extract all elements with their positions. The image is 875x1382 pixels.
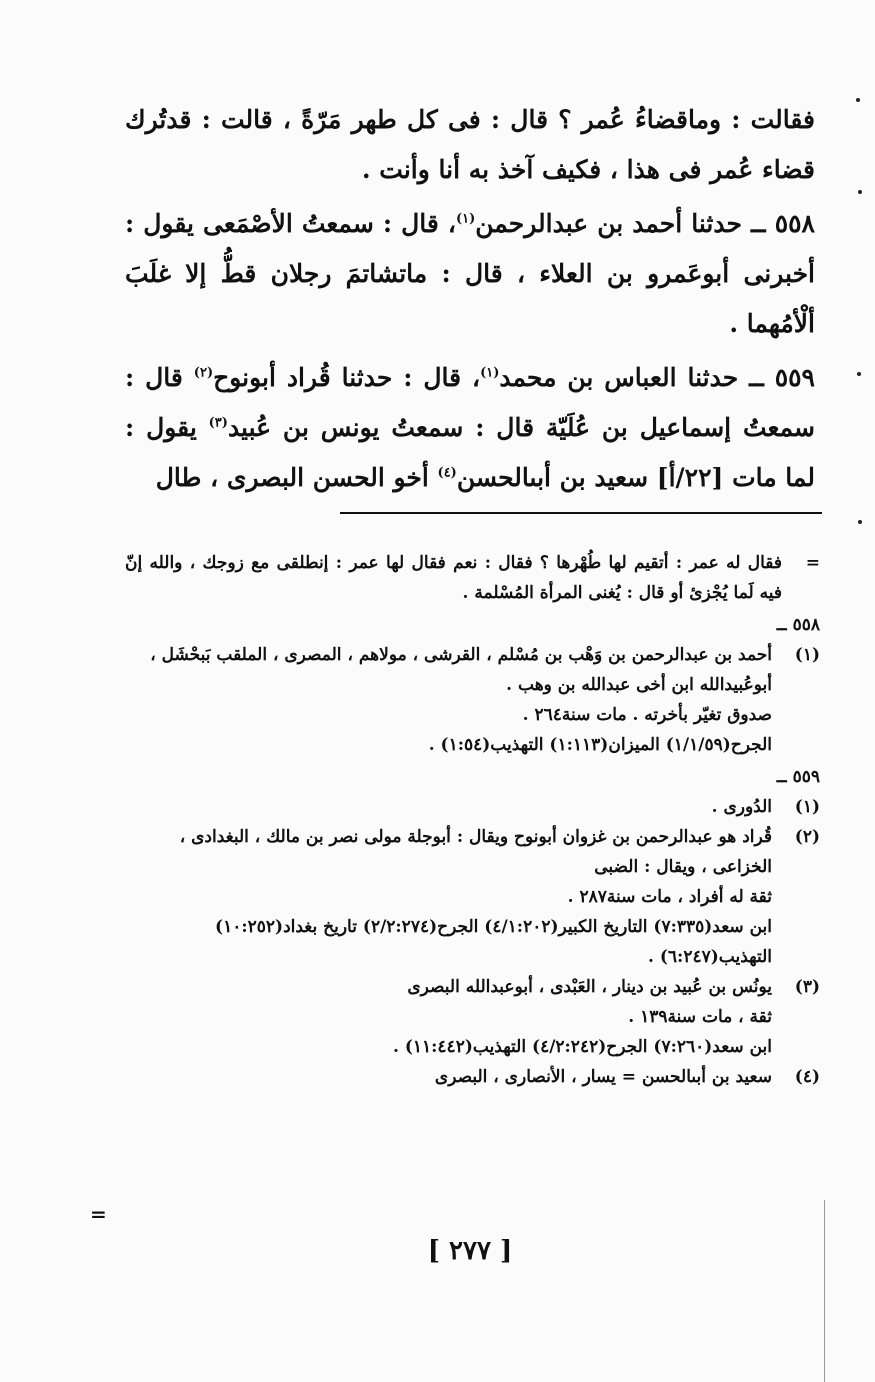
p559-text-1: ــ حدثنا العباس بن محمد <box>499 363 775 392</box>
scan-speck <box>858 520 862 524</box>
footnote-line: قُراد هو عبدالرحمن بن غزوان أبونوح ويقال : أبوجلة مولى نصر بن مالك ، البغدادى ، الخزاعى ، ويقال : الضبى <box>179 827 772 877</box>
main-text <box>125 95 815 507</box>
footnote-558-1 <box>125 640 820 760</box>
footnote-line: أحمد بن عبدالرحمن بن وَهْب بن مُسْلم ، القرشى ، مولاهم ، المصرى ، الملقب بَبحْشَل ، أبوعُبيدالله ابن أخى عبدالله بن وهب . <box>150 645 772 695</box>
footnote-line: يونُس بن عُبيد بن دينار ، العَبْدى ، أبوعبدالله البصرى <box>407 977 772 997</box>
section-heading-558: ٥٥٨ ــ <box>776 615 820 635</box>
footnote-line: ابن سعد(٧:٢٦٠) الجرح(٤/٢:٢٤٢) التهذيب(١١:٤٤٢) . <box>393 1037 772 1057</box>
scan-speck <box>856 98 860 102</box>
p559-text-2: ، قال : حدثنا قُراد أبونوح <box>213 363 481 392</box>
footnote-559-1 <box>125 792 820 822</box>
footnote-ref-2: (٢) <box>193 365 214 381</box>
footnote-line: صدوق تغيّر بأخرته . مات سنة٢٦٤ . <box>522 705 772 725</box>
margin-continuation-mark: = <box>90 1202 107 1226</box>
footnote-index: (١) <box>794 645 820 665</box>
p559-text-3: قال : سمعتُ إسماعيل بن عُلَيّة قال : سمعتُ يونس بن عُبيد <box>125 363 815 442</box>
continuation-mark: = <box>805 553 820 573</box>
footnote-ref-1: (١) <box>455 211 476 227</box>
paragraph-559 <box>125 353 815 503</box>
footnote-line: الدُورى . <box>711 797 772 817</box>
footnote-index: (٢) <box>794 827 820 847</box>
paragraph-continuation: فقالت : وماقضاءُ عُمر ؟ قال : فى كل طهر مَرّةً ، قالت : قدتُرك قضاء عُمر فى هذا ، فكيف آخذ به أنا وأنت . <box>125 105 815 184</box>
footnote-index: (٣) <box>794 977 820 997</box>
footnote-559-3 <box>125 972 820 1062</box>
p559-text-5: أخو الحسن البصرى ، طال <box>155 463 438 492</box>
footnote-line: ثقة ، مات سنة١٣٩ . <box>628 1007 772 1027</box>
footnote-ref-1: (١) <box>480 365 500 381</box>
footnote-559-4 <box>125 1062 820 1092</box>
footnote-line: الجرح(١/١/٥٩) الميزان(١:١١٣) التهذيب(١:٥٤) . <box>428 735 772 755</box>
footnote-ref-4: (٤) <box>437 465 457 481</box>
footnote-separator <box>340 512 822 514</box>
footnote-line: ثقة له أفراد ، مات سنة٢٨٧ . <box>567 887 772 907</box>
footnote-line: ابن سعد(٧:٣٣٥) التاريخ الكبير(٤/١:٢٠٢) الجرح(٢/٢:٢٧٤) تاريخ بغداد(١٠:٢٥٢) التهذيب(٦:٢٤٧) . <box>215 917 772 967</box>
footnotes <box>125 548 820 1092</box>
footnote-line: سعيد بن أبىالحسن = يسار ، الأنصارى ، البصرى <box>434 1067 772 1087</box>
binding-edge-line <box>824 1200 825 1382</box>
p559-text-4: يقول : لما مات [٢٢/أ] سعيد بن أبىالحسن <box>125 413 815 492</box>
footnote-index: (١) <box>794 797 820 817</box>
page-number: [ ٢٧٧ ] <box>427 1236 513 1266</box>
scan-speck <box>858 190 862 194</box>
paragraph-558 <box>125 199 815 349</box>
section-heading-559: ٥٥٩ ــ <box>776 767 820 787</box>
footnote-continuation <box>125 548 820 608</box>
footnote-index: (٤) <box>794 1067 820 1087</box>
footnote-ref-3: (٣) <box>208 415 228 431</box>
footnote-559-2 <box>125 822 820 972</box>
scan-speck <box>857 372 861 376</box>
p558-text-b: ، قال : سمعتُ الأصْمَعى يقول : أخبرنى أبوعَمرو بن العلاء ، قال : ماتشاتمَ رجلان قطُّ إلا غلَبَ ألْأمُهما . <box>125 209 815 338</box>
continuation-text: فقال له عمر : أتقيم لها طُهْرها ؟ فقال : نعم فقال لها عمر : إنطلقى مع زوجك ، والله إنّ فيه لَما يُجْزئ أو قال : يُغنى المرأة المُسْلمة . <box>125 553 782 603</box>
hadith-number-558: ٥٥٨ <box>774 209 815 238</box>
hadith-number-559: ٥٥٩ <box>774 363 815 392</box>
p558-text-a: ــ حدثنا أحمد بن عبدالرحمن <box>475 209 775 238</box>
